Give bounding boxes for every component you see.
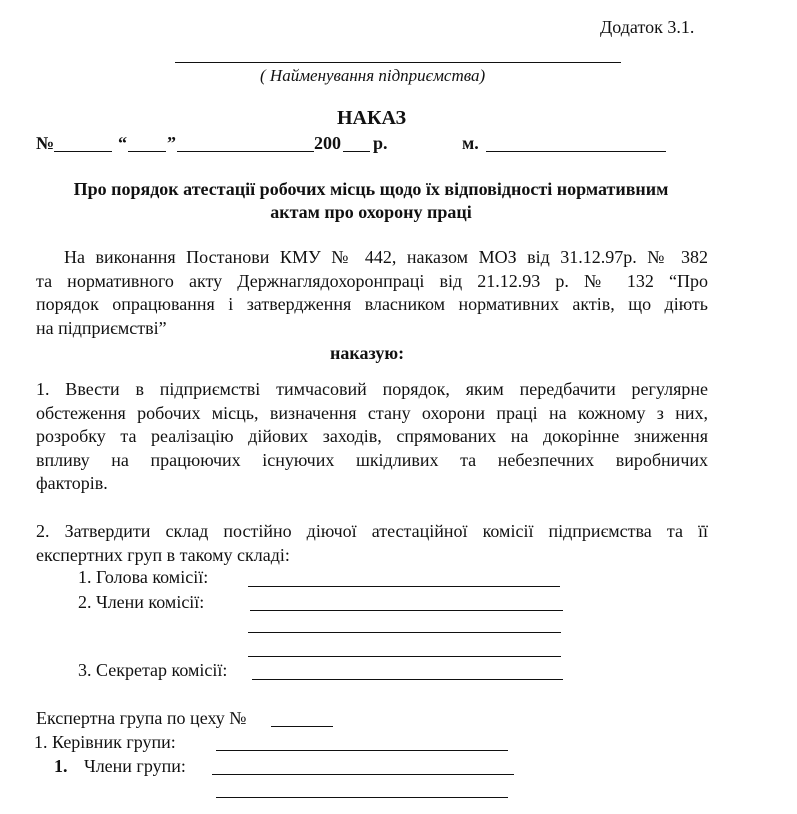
commission-secretary-label: 3. Секретар комісії: xyxy=(78,660,228,680)
order-month-field[interactable] xyxy=(177,151,314,152)
item-1-line: розробку та реалізацію дійових заходів, спрямованих на докорінне зниження xyxy=(36,426,708,446)
preamble-line: та нормативного акту Держнаглядохоронпраці від 21.12.93 р. № 132 “Про xyxy=(36,270,708,291)
item-1-line: обстеження робочих місць, визначення стану охорони праці на кожному з них, xyxy=(36,402,708,423)
group-members-number: 1. xyxy=(54,756,68,776)
item-2-line: експертних груп в такому складі: xyxy=(36,544,290,565)
commission-head-label: 1. Голова комісії: xyxy=(78,567,209,587)
item-1-line: впливу на працюючих існуючих шкідливих та небезпечних виробничих xyxy=(36,449,708,470)
company-name-line[interactable] xyxy=(175,62,621,63)
group-leader-field[interactable] xyxy=(216,750,508,751)
commission-member-field-2[interactable] xyxy=(248,632,561,633)
document-title: НАКАЗ xyxy=(337,107,407,129)
group-members-label: Члени групи: xyxy=(84,756,186,776)
year-suffix: р. xyxy=(373,133,388,153)
preamble-line: на підприємстві” xyxy=(36,317,167,338)
order-word: наказую: xyxy=(330,343,405,363)
city-label: м. xyxy=(462,133,479,153)
appendix-label: Додаток 3.1. xyxy=(600,17,695,37)
preamble-paragraph xyxy=(36,246,708,340)
order-year-prefix: 200 xyxy=(314,133,341,153)
subject-line-1: Про порядок атестації робочих місць щодо їх відповідності нормативним xyxy=(73,179,669,199)
order-number-field[interactable] xyxy=(54,151,112,152)
company-caption: ( Найменування підприємства) xyxy=(260,66,486,85)
city-field[interactable] xyxy=(486,151,666,152)
group-member-field-1[interactable] xyxy=(212,774,514,775)
item-1-line: факторів. xyxy=(36,473,108,493)
group-leader-label: 1. Керівник групи: xyxy=(34,732,176,752)
expert-group-title: Експертна група по цеху № xyxy=(36,708,247,728)
quote-close: ” xyxy=(167,133,176,153)
number-sign: № xyxy=(36,133,55,153)
preamble-line: порядок опрацювання і затвердження власником нормативних актів, що діють xyxy=(36,294,708,314)
commission-member-field-1[interactable] xyxy=(250,610,563,611)
item-1-line: 1. Ввести в підприємстві тимчасовий порядок, яким передбачити регулярне xyxy=(36,379,708,399)
commission-head-field[interactable] xyxy=(248,586,560,587)
preamble-line: На виконання Постанови КМУ № 442, наказом МОЗ від 31.12.97р. № 382 xyxy=(64,247,708,267)
commission-members-label: 2. Члени комісії: xyxy=(78,592,205,612)
commission-secretary-field[interactable] xyxy=(252,679,563,680)
quote-open: “ xyxy=(118,133,127,153)
commission-member-field-3[interactable] xyxy=(248,656,561,657)
group-member-field-2[interactable] xyxy=(216,797,508,798)
workshop-number-field[interactable] xyxy=(271,726,333,727)
order-year-field[interactable] xyxy=(343,151,370,152)
order-day-field[interactable] xyxy=(128,151,166,152)
subject-line-2: актам про охорону праці xyxy=(270,202,472,222)
item-1-paragraph xyxy=(36,378,708,496)
item-2-line: 2. Затвердити склад постійно діючої атестаційної комісії підприємства та її xyxy=(36,521,708,541)
item-2-paragraph xyxy=(36,520,708,567)
